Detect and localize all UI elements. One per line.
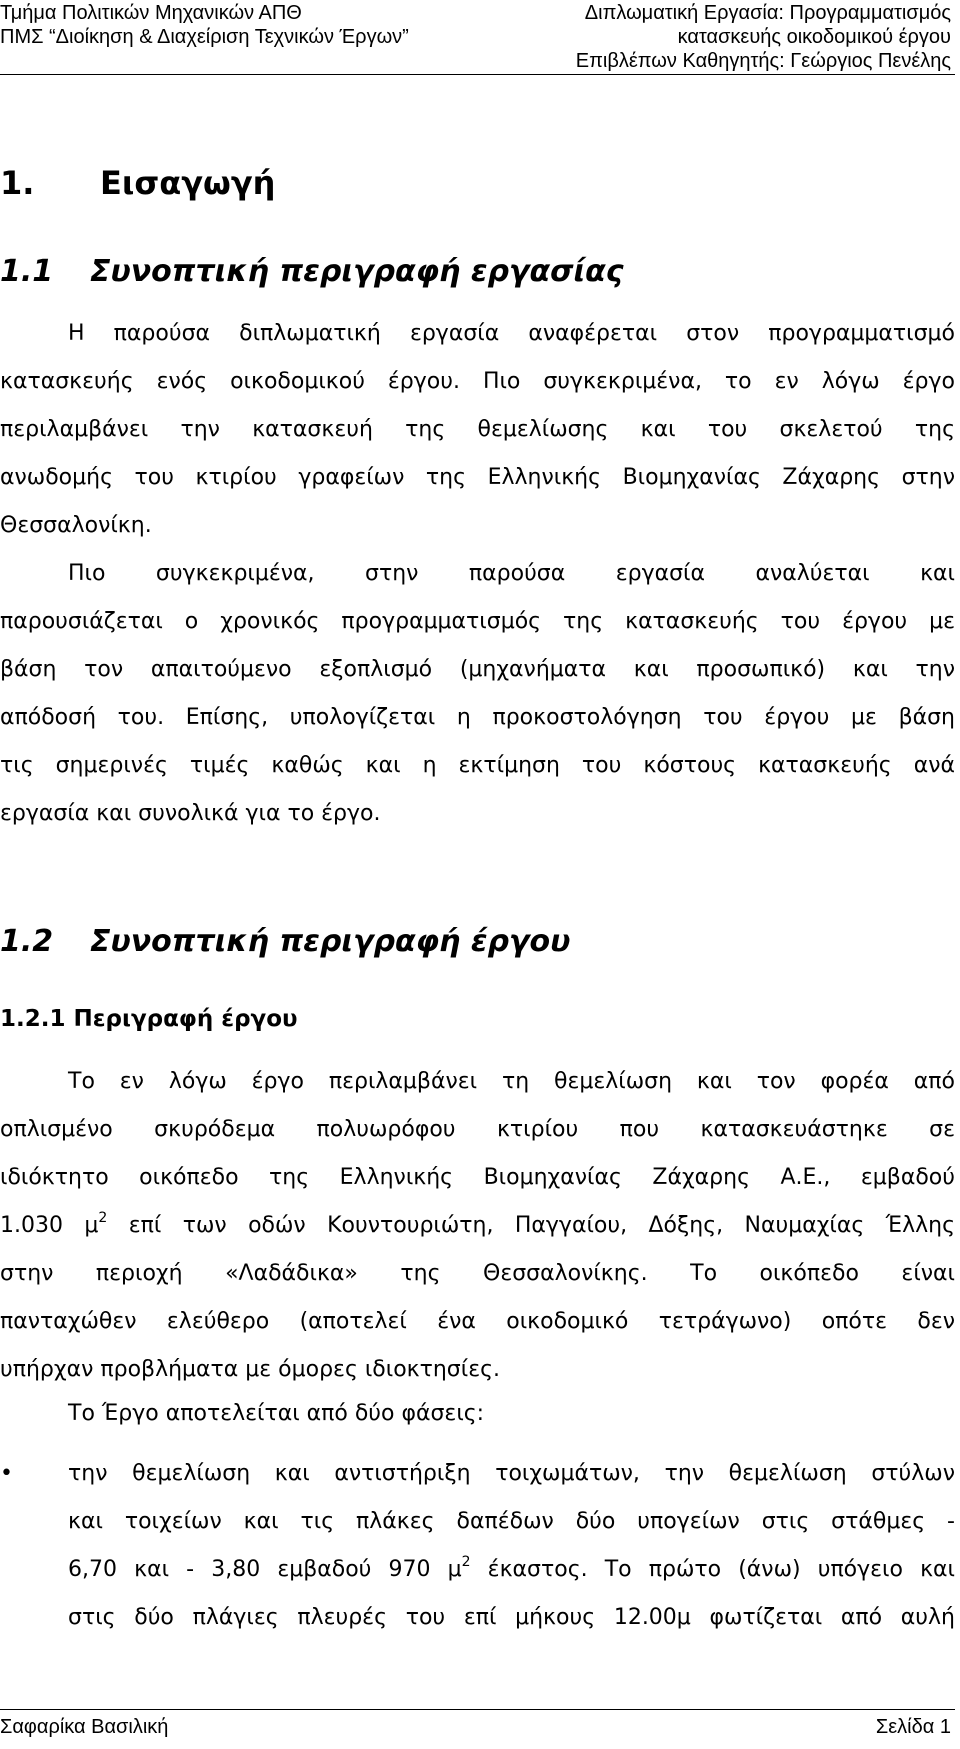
chapter-heading [0, 163, 275, 203]
text-line: πανταχώθεν ελεύθερο (αποτελεί ένα οικοδομικό τετράγωνο) οπότε δεν [0, 1309, 955, 1334]
section-heading-1-2 [0, 924, 570, 960]
subsection-heading-1-2-1: 1.2.1 Περιγραφή έργου [0, 1006, 298, 1032]
header-thesis-title-1: Διπλωματική Εργασία: Προγραμματισμός [584, 2, 951, 24]
text-line: απόδοσή του. Επίσης, υπολογίζεται η προκοστολόγηση του έργου με βάση [0, 705, 955, 730]
section-title: Συνοπτική περιγραφή έργου [90, 924, 571, 959]
text-line: παρουσιάζεται ο χρονικός προγραμματισμός της κατασκευής του έργου με [0, 609, 955, 634]
text-line [0, 1202, 955, 1250]
text-line: Θεσσαλονίκη. [0, 513, 152, 538]
text-line: Πιο συγκεκριμένα, στην παρούσα εργασία αναλύεται και [68, 561, 955, 586]
chapter-title: Εισαγωγή [100, 164, 276, 202]
text-line: και τοιχείων και τις πλάκες δαπέδων δύο υπογείων στις στάθμες - [68, 1509, 955, 1534]
text-line: Η παρούσα διπλωματική εργασία αναφέρεται στον προγραμματισμό [68, 321, 955, 346]
text-line: περιλαμβάνει την κατασκευή της θεμελίωσης και του σκελετού της [0, 417, 955, 442]
footer-author: Σαφαρίκα Βασιλική [0, 1716, 169, 1738]
superscript-2: 2 [461, 1553, 471, 1570]
text-fragment: επί των οδών Κουντουριώτη, Παγγαίου, Δόξης, Ναυμαχίας Έλλης [107, 1213, 955, 1238]
section-heading-1-1 [0, 254, 624, 290]
section-number: 1.1 [0, 254, 54, 289]
bullet-text [68, 1450, 955, 1642]
chapter-number: 1. [0, 164, 35, 202]
bullet-marker: • [0, 1461, 13, 1486]
header-thesis-title-2: κατασκευής οικοδομικού έργου [677, 26, 951, 48]
paragraph-project-description [0, 1058, 955, 1394]
paragraph-intro [0, 310, 955, 550]
section-title: Συνοπτική περιγραφή εργασίας [90, 254, 624, 289]
text-line: οπλισμένο σκυρόδεμα πολυωρόφου κτιρίου που κατασκευάστηκε σε [0, 1117, 955, 1142]
paragraph-scope [0, 550, 955, 838]
text-line: υπήρχαν προβλήματα με όμορες ιδιοκτησίες. [0, 1357, 500, 1382]
text-line: στην περιοχή «Λαδάδικα» της Θεσσαλονίκης. Το οικόπεδο είναι [0, 1261, 955, 1286]
area-value: 1.030 μ [0, 1213, 99, 1238]
text-line: Το εν λόγω έργο περιλαμβάνει τη θεμελίωση και τον φορέα από [68, 1069, 955, 1094]
text-line: κατασκευής ενός οικοδομικού έργου. Πιο συγκεκριμένα, το εν λόγω έργο [0, 369, 955, 394]
text-line: βάση τον απαιτούμενο εξοπλισμό (μηχανήματα και προσωπικό) και την [0, 657, 955, 682]
text-line: ιδιόκτητο οικόπεδο της Ελληνικής Βιομηχανίας Ζάχαρης Α.Ε., εμβαδού [0, 1165, 955, 1190]
superscript-2: 2 [98, 1209, 108, 1226]
text-fragment: 6,70 και - 3,80 εμβαδού 970 μ [68, 1557, 462, 1582]
text-line: στις δύο πλάγιες πλευρές του επί μήκους 12.00μ φωτίζεται από αυλή [68, 1605, 955, 1630]
paragraph-phases-intro [0, 1390, 955, 1438]
header-department: Τμήμα Πολιτικών Μηχανικών ΑΠΘ [0, 2, 302, 24]
footer-page-number: Σελίδα 1 [875, 1716, 951, 1738]
text-line: εργασία και συνολικά για το έργο. [0, 801, 381, 826]
text-line [68, 1546, 955, 1594]
text-line: την θεμελίωση και αντιστήριξη τοιχωμάτων, την θεμελίωση στύλων [68, 1461, 955, 1486]
section-number: 1.2 [0, 924, 54, 959]
page-header [0, 0, 955, 75]
text-line: τις σημερινές τιμές καθώς και η εκτίμηση του κόστους κατασκευής ανά [0, 753, 955, 778]
text-line: ανωδομής του κτιρίου γραφείων της Ελληνικής Βιομηχανίας Ζάχαρης στην [0, 465, 955, 490]
page-footer [0, 1709, 955, 1744]
header-right [576, 1, 951, 73]
header-supervisor: Επιβλέπων Καθηγητής: Γεώργιος Πενέλης [575, 50, 951, 72]
text-line: Το Έργο αποτελείται από δύο φάσεις: [68, 1401, 485, 1426]
header-left [0, 1, 409, 49]
text-fragment: έκαστος. Το πρώτο (άνω) υπόγειο και [470, 1557, 955, 1582]
header-program: ΠΜΣ “Διοίκηση & Διαχείριση Τεχνικών Έργων” [0, 26, 409, 48]
